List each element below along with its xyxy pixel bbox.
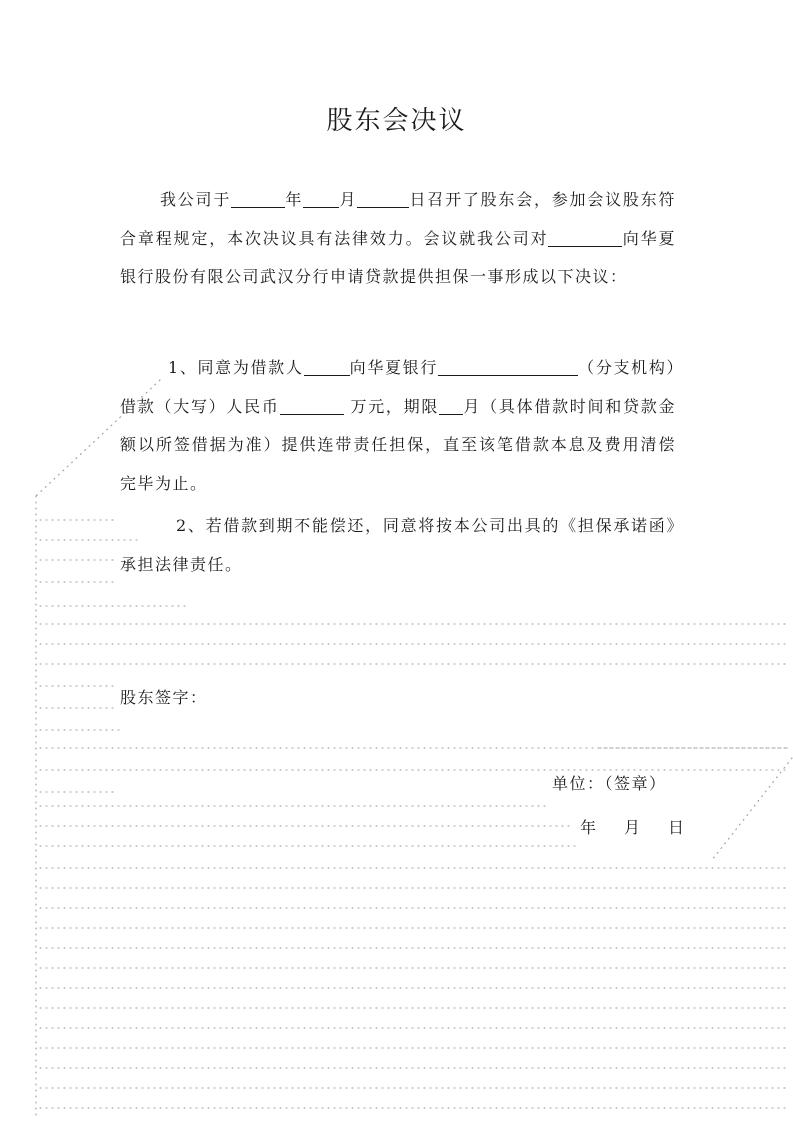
text-segment: 日召开了股东会，参加会议股东符合章程规定，本次决议具有法律效力。会议就我公司对 <box>120 190 676 248</box>
paragraph-resolution-1 <box>120 349 676 503</box>
blank-field-guaranteed-party[interactable] <box>548 230 622 247</box>
blank-field-term[interactable] <box>439 398 463 415</box>
blank-field-amount[interactable] <box>280 398 344 415</box>
date-line <box>580 815 684 838</box>
text-segment: 我公司于 <box>160 190 232 209</box>
text-segment: 向华夏银行 <box>349 358 438 377</box>
text-segment: 万元，期限 <box>343 396 440 416</box>
document-title: 股东会决议 <box>326 106 467 136</box>
date-day-label: 日 <box>668 818 685 837</box>
unit-seal-label: 单位：（签章） <box>552 774 667 793</box>
paragraph-meeting-intro <box>120 181 676 297</box>
blank-field-branch[interactable] <box>438 359 578 376</box>
paragraph-resolution-2: 2、若借款到期不能偿还，同意将按本公司出具的《担保承诺函》承担法律责任。 <box>120 516 676 574</box>
text-segment: 向华夏银行股份有限公司武汉分行申请贷款提供担保一事形成以下决议： <box>120 228 676 286</box>
date-year-label: 年 <box>580 818 597 837</box>
text-segment: 年 <box>285 190 304 209</box>
text-segment: （分支机构）借款（大写）人民币 <box>120 358 676 416</box>
blank-field-borrower[interactable] <box>304 359 350 376</box>
text-segment: 1、同意为借款人 <box>168 358 304 377</box>
blank-field-month[interactable] <box>303 191 339 208</box>
shareholder-signature-label: 股东签字： <box>120 688 208 707</box>
blank-field-year[interactable] <box>231 191 285 208</box>
date-month-label: 月 <box>624 818 641 837</box>
text-segment: 月 <box>339 190 358 209</box>
blank-field-day[interactable] <box>357 191 409 208</box>
text-segment: 月（具体借款时间和贷款金额以所签借据为准）提供连带责任担保，直至该笔借款本息及费用清偿完毕为止。 <box>120 396 676 493</box>
